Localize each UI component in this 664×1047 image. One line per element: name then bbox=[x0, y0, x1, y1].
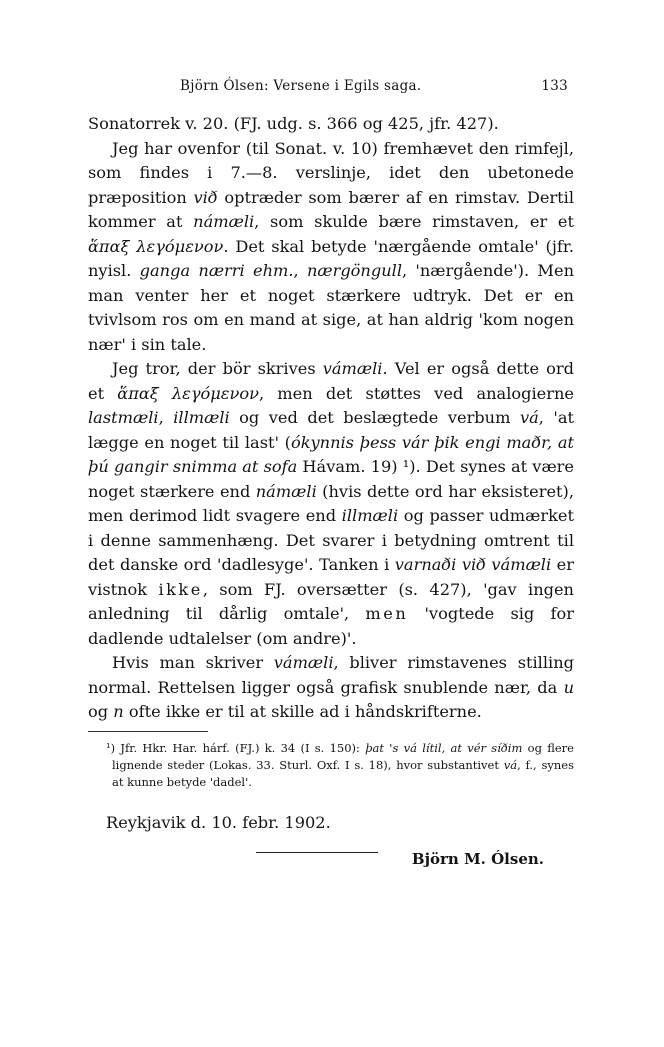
paragraph-segment: námæli bbox=[255, 481, 317, 501]
page-number: 133 bbox=[541, 78, 568, 94]
paragraph-segment: . Vel er også dette ord et bbox=[88, 359, 574, 403]
paragraph-segment: illmæli bbox=[173, 408, 230, 427]
paragraph-segment: vámæli bbox=[322, 359, 383, 378]
footnote-segment: og flere lignende steder (Lokas. 33. Sturl. Oxf. I s. 18), hvor substantivet bbox=[112, 740, 574, 772]
paragraph-segment: (hvis dette ord har eksisteret), men derimod lidt svagere end bbox=[88, 481, 574, 525]
paragraph-segment: Hvis man skriver bbox=[112, 653, 274, 672]
paragraph-segment: ofte ikke er til at skille ad i håndskrifterne. bbox=[123, 702, 482, 721]
paragraph bbox=[88, 137, 574, 358]
paragraph-segment: , 'at lægge en noget til last' ( bbox=[88, 408, 575, 452]
paragraph-segment: ikke bbox=[158, 579, 203, 599]
body-text bbox=[88, 112, 574, 725]
paragraph-segment: 'vogtede sig for dadlende udtalelser (om andre)'. bbox=[88, 604, 574, 648]
paragraph-segment: Sonatorrek v. 20. (FJ. udg. s. 366 og 425, jfr. 427). bbox=[88, 114, 499, 133]
footnote-segment: , f., synes at kunne betyde 'dadel'. bbox=[112, 757, 574, 789]
paragraph-segment: námæli bbox=[193, 212, 255, 231]
paragraph-segment: varnaði við vámæli bbox=[394, 555, 552, 574]
footnote-segment: vá bbox=[503, 757, 518, 772]
dateline: Reykjavik d. 10. febr. 1902. bbox=[106, 812, 331, 832]
paragraph-segment: við bbox=[193, 187, 218, 207]
paragraph-segment: ἅπαξ λεγόμενον bbox=[117, 383, 259, 403]
paragraph-segment: er vistnok bbox=[88, 555, 575, 599]
paragraph-segment: . Det skal betyde 'nærgående omtale' (jfr. nyisl. bbox=[88, 236, 574, 280]
paragraph-segment: vámæli bbox=[273, 653, 334, 672]
end-divider bbox=[256, 852, 378, 853]
book-page bbox=[88, 72, 574, 868]
paragraph bbox=[88, 112, 574, 137]
paragraph-segment: Jeg har ovenfor (til Sonat. v. 10) fremhævet den rimfejl, som findes i 7.—8. verslinje, idet den ubetonede præposition bbox=[88, 138, 574, 207]
paragraph-segment: Jeg tror, der bör skrives bbox=[112, 359, 323, 378]
paragraph-segment: og bbox=[88, 702, 114, 721]
paragraph-segment: u bbox=[563, 677, 574, 697]
running-head bbox=[88, 72, 574, 98]
paragraph-segment: , som FJ. oversætter (s. 427), 'gav ingen anledning til dårlig omtale', bbox=[88, 579, 574, 623]
paragraph-segment: vá bbox=[519, 408, 539, 427]
paragraph-segment: og passer udmærket i denne sammenhæng. Det svarer i betydning omtrent til det danske ord 'dadlesyge'. Tanken i bbox=[88, 506, 574, 574]
paragraph-segment: ganga nærri ehm. bbox=[139, 261, 294, 280]
paragraph-segment: men bbox=[365, 604, 409, 623]
paragraph-segment: nærgöngull bbox=[306, 261, 402, 280]
paragraph-segment: ókynnis þess vár þik engi maðr, at þú gangir snimma at sofa bbox=[88, 432, 575, 476]
paragraph-segment: n bbox=[113, 702, 124, 721]
footnote-divider bbox=[88, 731, 208, 732]
footnote-segment: ¹) Jfr. Hkr. Har. hárf. (FJ.) k. 34 (I s. 150): bbox=[106, 740, 366, 755]
paragraph-segment: , bbox=[158, 408, 174, 427]
paragraph-segment: , som skulde bære rimstaven, er et bbox=[254, 212, 574, 231]
footnote-segment: þat 's vá lítil, at vér síðim bbox=[365, 740, 523, 755]
paragraph-segment: ἅπαξ λεγόμενον bbox=[88, 236, 224, 256]
paragraph bbox=[88, 357, 574, 651]
paragraph-segment: , bliver rimstavenes stilling normal. Rettelsen ligger også grafisk snublende nær, da bbox=[88, 653, 574, 697]
paragraph-segment: Hávam. 19) ¹). Det synes at være noget stærkere end bbox=[88, 457, 574, 501]
paragraph-segment: , 'nærgående'). Men man venter her et noget stærkere udtryk. Det er en tvivlsom ros om en mand at sige, at han aldrig 'kom nogen nær' i sin tale. bbox=[88, 261, 574, 354]
footnote bbox=[88, 740, 574, 791]
signature: Björn M. Ólsen. bbox=[411, 849, 544, 868]
paragraph bbox=[88, 651, 574, 725]
paragraph-segment: lastmæli bbox=[88, 408, 159, 427]
paragraph-segment: , men det støttes ved analogierne bbox=[258, 383, 574, 403]
running-title: Björn Ólsen: Versene i Egils saga. bbox=[180, 78, 422, 94]
paragraph-segment: , bbox=[293, 261, 307, 280]
paragraph-segment: og ved det beslægtede verbum bbox=[229, 408, 520, 427]
paragraph-segment: optræder som bærer af en rimstav. Dertil kommer at bbox=[88, 187, 574, 231]
paragraph-segment: illmæli bbox=[341, 506, 399, 525]
